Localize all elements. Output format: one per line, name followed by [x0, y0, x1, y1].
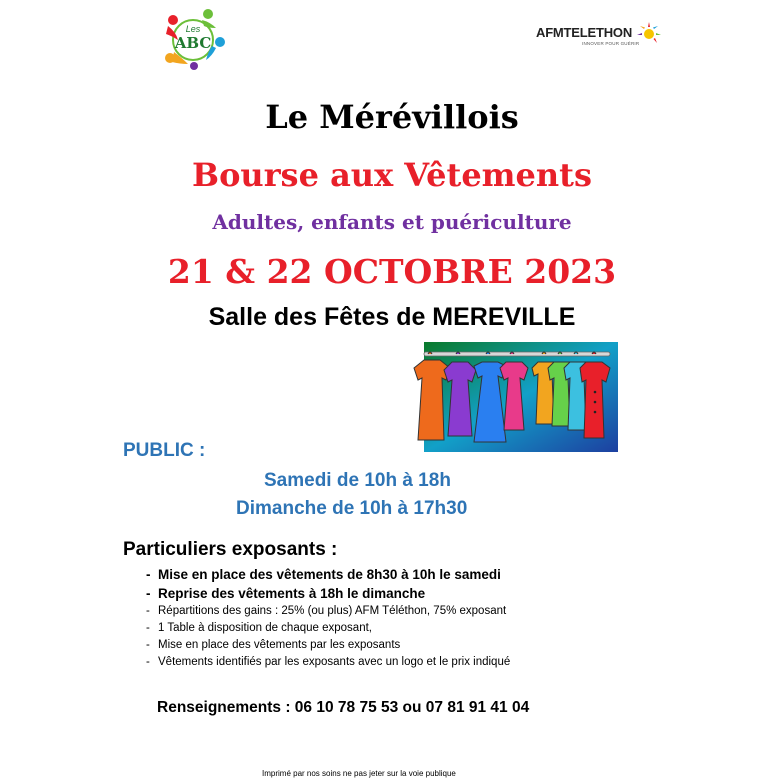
list-item: - Mise en place des vêtements de 8h30 à 10h le samedi: [146, 567, 501, 582]
list-item: - Vêtements identifiés par les exposants avec un logo et le prix indiqué: [146, 656, 511, 668]
sun-icon: [636, 20, 662, 46]
afm-telethon-logo: [536, 20, 662, 50]
association-title: Le Mérévillois: [265, 98, 519, 136]
list-item: - Reprise des vêtements à 18h le dimanche: [146, 586, 426, 601]
saturday-hours: Samedi de 10h à 18h: [264, 470, 451, 491]
public-heading: PUBLIC :: [123, 440, 206, 461]
list-item: - Mise en place des vêtements par les exposants: [146, 639, 401, 651]
event-venue: Salle des Fêtes de MEREVILLE: [208, 303, 576, 331]
exhibitor-rules-list: [146, 565, 510, 671]
exhibitors-heading: Particuliers exposants :: [123, 539, 338, 560]
contact-info: Renseignements : 06 10 78 75 53 ou 07 81 91 41 04: [157, 699, 530, 716]
les-abc-logo: [158, 6, 228, 72]
footer-note: Imprimé par nos soins ne pas jeter sur la voie publique: [262, 769, 456, 778]
sunday-hours: Dimanche de 10h à 17h30: [236, 498, 468, 519]
event-dates: 21 & 22 OCTOBRE 2023: [167, 252, 617, 291]
clothes-rack-icon: [398, 340, 620, 460]
afm-telethon-tagline: INNOVER POUR GUÉRIR: [582, 41, 640, 46]
list-item: - Répartitions des gains : 25% (ou plus) AFM Téléthon, 75% exposant: [146, 605, 507, 617]
svg-text:Les: Les: [185, 24, 201, 34]
event-subtitle: Adultes, enfants et puériculture: [212, 210, 572, 234]
event-title: Bourse aux Vêtements: [192, 156, 592, 194]
list-item: - 1 Table à disposition de chaque exposant,: [146, 622, 372, 634]
afm-telethon-wordmark: AFMTELETHON: [536, 25, 633, 40]
svg-text:ABC: ABC: [174, 34, 212, 52]
